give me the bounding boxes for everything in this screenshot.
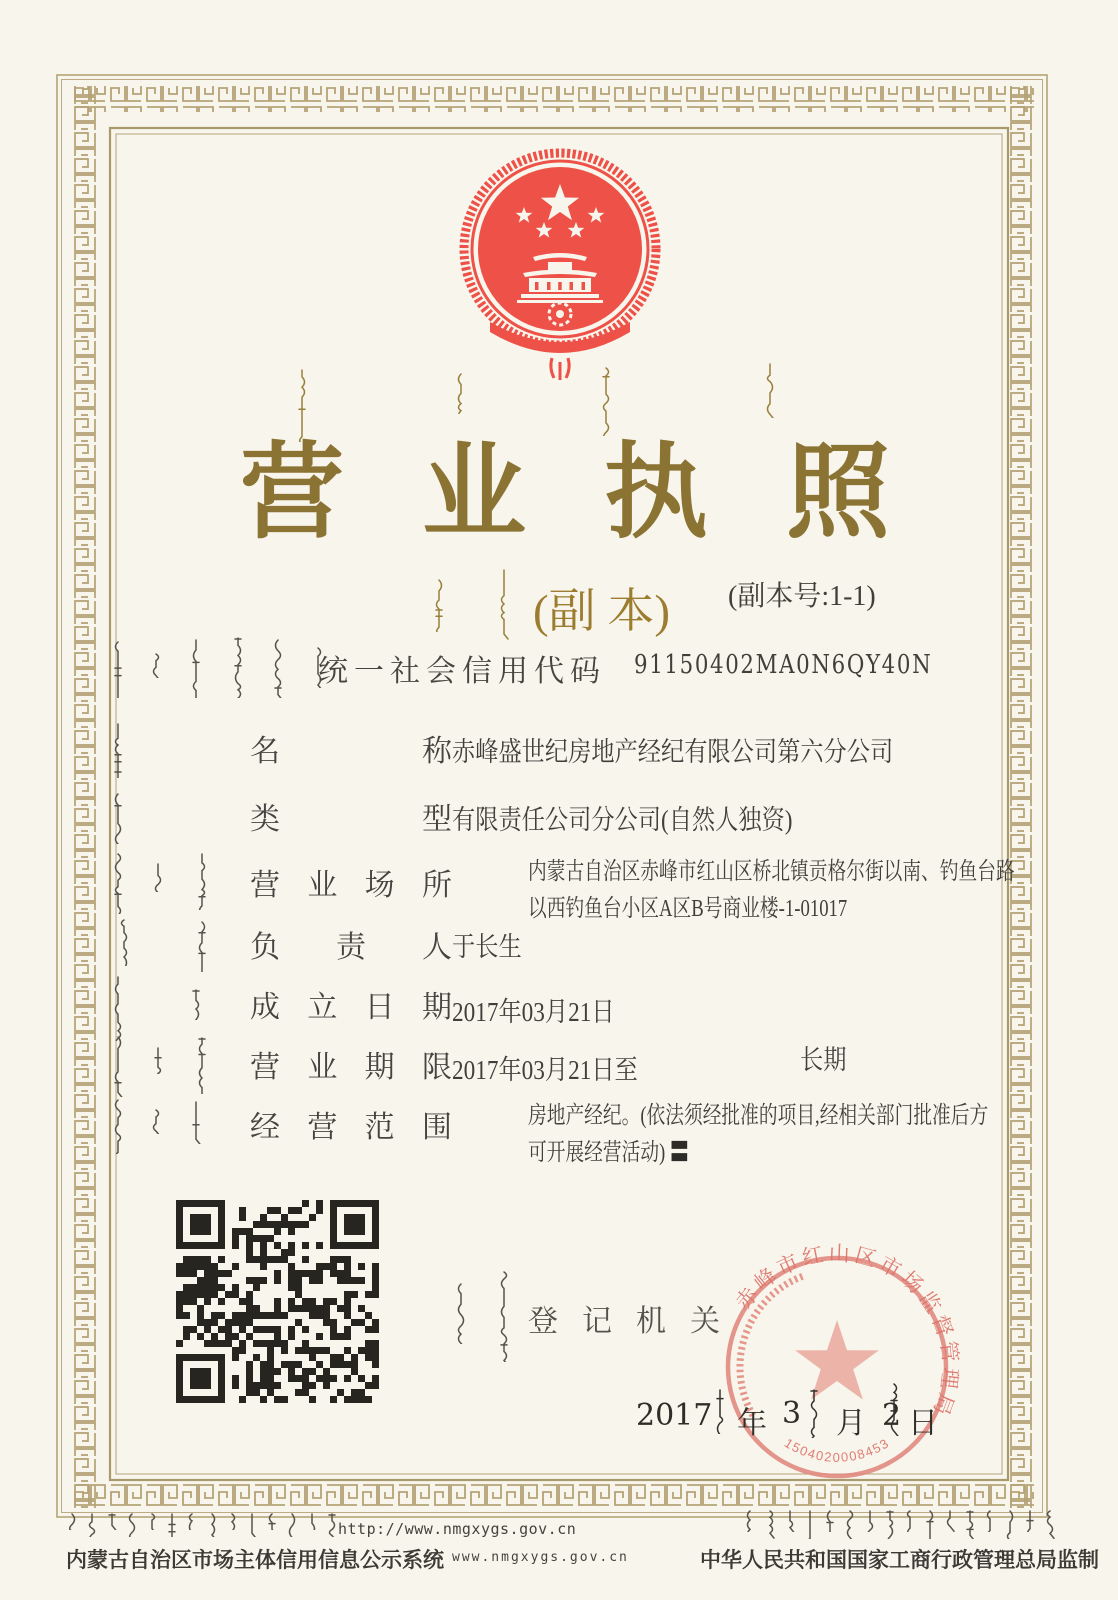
issue-year-unit: 年	[737, 1407, 767, 1440]
mongolian-script	[166, 1512, 178, 1537]
seal-number-text: 1504020008453	[781, 1435, 893, 1465]
mongolian-script	[498, 568, 510, 640]
field-value-scope-line2	[528, 1135, 689, 1172]
mongolian-script	[804, 1509, 816, 1539]
mongolian-script	[190, 1100, 202, 1144]
svg-text:1504020008453	[782, 1435, 892, 1465]
mongolian-script	[190, 988, 202, 1020]
mongolian-script	[226, 1512, 238, 1530]
mongolian-script	[864, 1509, 876, 1532]
mongolian-script	[146, 1512, 158, 1530]
mongolian-script	[126, 1512, 138, 1537]
mongolian-script	[1024, 1509, 1036, 1532]
mongolian-script	[206, 1512, 218, 1537]
mongolian-script	[306, 1512, 318, 1530]
mongolian-script	[764, 1509, 776, 1539]
mongolian-script	[498, 1270, 510, 1362]
mongolian-script	[433, 578, 445, 632]
field-label-premises: 营业场所	[250, 869, 452, 902]
mongolian-script	[112, 792, 124, 844]
seal-star	[795, 1320, 879, 1400]
mongolian-script	[884, 1509, 896, 1539]
mongolian-script	[112, 1098, 124, 1154]
field-label-established: 成立日期	[250, 991, 452, 1024]
mongolian-script	[964, 1509, 976, 1539]
field-value-type: 有限责任公司分公司(自然人独资)	[452, 805, 793, 835]
mongolian-script	[112, 640, 124, 698]
credit-code-value: 91150402MA0N6QY40N	[634, 650, 933, 680]
mongolian-script	[904, 1509, 916, 1532]
mongolian-script	[984, 1509, 996, 1532]
field-value-person: 于长生	[452, 932, 522, 962]
field-value-term: 2017年03月21日至	[452, 1055, 638, 1085]
mongolian-script	[106, 1512, 118, 1530]
footer-supervisor: 中华人民共和国国家工商行政管理总局监制	[700, 1549, 1099, 1572]
mongolian-script	[1044, 1509, 1056, 1539]
mongolian-script-row	[744, 1509, 1064, 1539]
seal-authority-text: 赤峰市红山区市场监督管理局	[731, 1242, 962, 1422]
license-title: 营业执照	[240, 435, 890, 551]
credit-code-label: 统一社会信用代码	[318, 655, 606, 688]
mongolian-script	[824, 1509, 836, 1532]
issue-month-unit: 月	[836, 1407, 866, 1440]
field-value-term-longterm: 长期	[800, 1045, 847, 1075]
footer-site: www.nmgxygs.gov.cn	[452, 1550, 629, 1565]
mongolian-script	[152, 862, 164, 892]
mongolian-script	[112, 722, 124, 778]
mongolian-script	[246, 1512, 258, 1537]
official-seal	[712, 1242, 962, 1492]
mongolian-script	[118, 918, 130, 966]
mongolian-script	[784, 1509, 796, 1532]
mongolian-script	[196, 920, 208, 972]
issue-month: 3	[782, 1396, 802, 1431]
mongolian-script	[232, 636, 244, 698]
field-value-premises-line2: 以西钓鱼台小区A区B号商业楼-1-01017	[528, 896, 848, 922]
footer-url: http://www.nmgxygs.gov.cn	[338, 1520, 577, 1538]
end-mark: 〓	[669, 1140, 689, 1166]
scope-text: 可开展经营活动)	[528, 1140, 666, 1166]
mongolian-script	[150, 1108, 162, 1134]
mongolian-script	[600, 366, 612, 436]
mongolian-script	[326, 1512, 338, 1537]
mongolian-script	[112, 1035, 124, 1097]
mongolian-script	[744, 1509, 756, 1532]
field-label-term: 营业期限	[250, 1051, 452, 1084]
field-label-scope: 经营范围	[250, 1111, 452, 1144]
field-value-name: 赤峰盛世纪房地产经纪有限公司第六分公司	[452, 737, 894, 767]
registration-authority-label: 登记机关	[528, 1305, 744, 1338]
mongolian-script	[272, 638, 284, 698]
svg-text:赤峰市红山区市场监督管理局	[732, 1242, 962, 1421]
issue-day: 2	[882, 1398, 902, 1433]
mongolian-script	[286, 1512, 298, 1537]
copy-number: (副本号:1-1)	[728, 581, 876, 612]
mongolian-script	[296, 368, 308, 442]
mongolian-script	[455, 1282, 467, 1344]
mongolian-script	[112, 975, 124, 1041]
mongolian-script	[944, 1509, 956, 1532]
mongolian-script	[86, 1512, 98, 1537]
field-label-type: 类型	[250, 803, 452, 836]
field-value-scope-line1: 房地产经纪。(依法须经批准的项目,经相关部门批准后方	[528, 1103, 989, 1129]
field-label-name: 名称	[250, 735, 452, 768]
mongolian-script	[764, 362, 776, 418]
copy-type-label: (副 本)	[533, 586, 671, 638]
national-emblem-icon	[453, 146, 667, 382]
mongolian-script	[112, 852, 124, 914]
mongolian-script-row	[66, 1512, 346, 1537]
issue-year: 2017	[636, 1398, 713, 1433]
mongolian-script	[190, 638, 202, 698]
mongolian-script	[924, 1509, 936, 1539]
field-label-person: 负责人	[250, 931, 452, 964]
field-value-established: 2017年03月21日	[452, 997, 615, 1027]
qr-code	[176, 1200, 379, 1403]
issue-day-unit: 日	[908, 1407, 938, 1440]
mongolian-script	[266, 1512, 278, 1530]
field-value-premises-line1: 内蒙古自治区赤峰市红山区桥北镇贡格尔街以南、钓鱼台路	[528, 859, 1015, 885]
mongolian-script	[1004, 1509, 1016, 1539]
mongolian-script	[186, 1512, 198, 1530]
mongolian-script	[66, 1512, 78, 1530]
mongolian-script	[844, 1509, 856, 1539]
mongolian-script	[150, 652, 162, 678]
mongolian-script	[196, 1036, 208, 1094]
footer-system-name: 内蒙古自治区市场主体信用信息公示系统	[66, 1549, 444, 1572]
mongolian-script	[455, 372, 467, 414]
mongolian-script	[152, 1046, 164, 1074]
mongolian-script	[196, 852, 208, 910]
